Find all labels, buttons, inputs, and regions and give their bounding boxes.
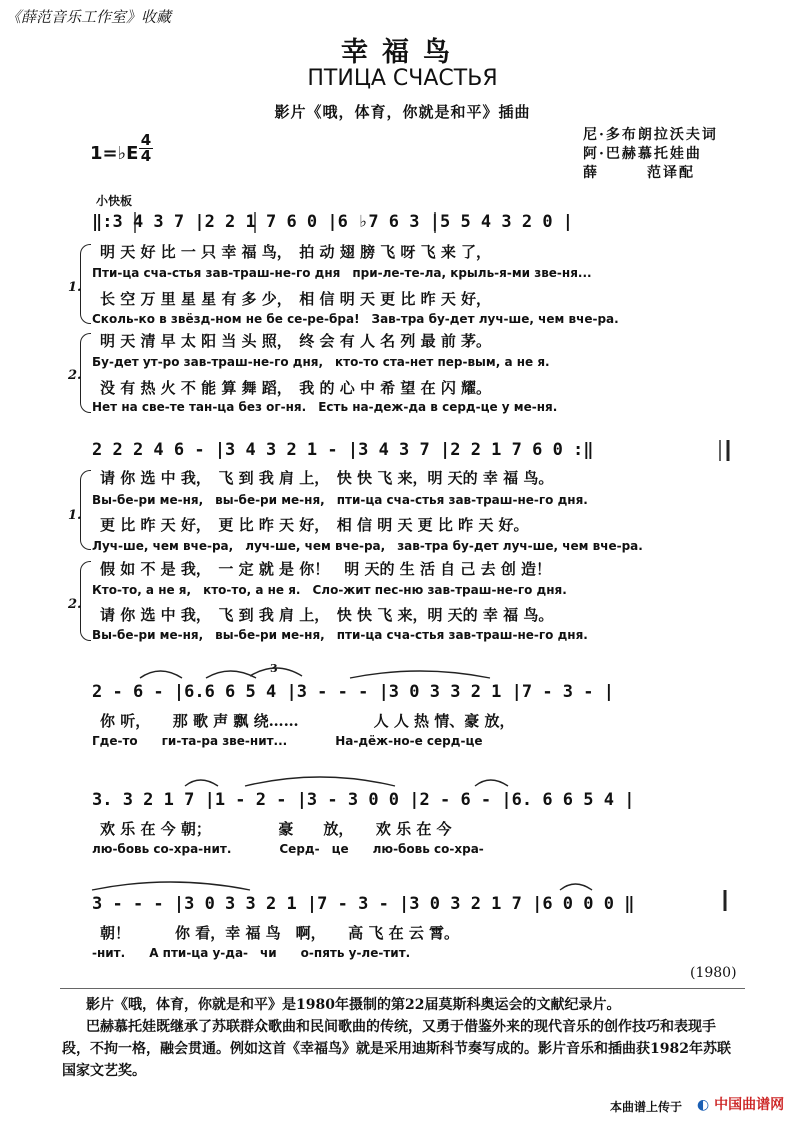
music-line-3: 2 - 6 - |6.6 6 5 4 |3 - - - |3 0 3 3 2 1 |7 - 3 - | (92, 682, 614, 702)
divider (60, 988, 745, 989)
lyric-cn: 明 天 清 早 太 阳 当 头 照， 终 会 有 人 名 列 最 前 茅。 (100, 332, 492, 350)
lyric-ru: -нит. А пти-ца у-да- чи о-пять у-ле-тит. (92, 946, 411, 960)
subtitle: 影片《哦，体育，你就是和平》插曲 (274, 103, 531, 121)
note-paragraph: 影片《哦，体育，你就是和平》是1980年摄制的第22届莫斯科奥运会的文献纪录片。 (86, 997, 621, 1013)
verse-number: 2. (68, 368, 82, 383)
music-line-2: 2 2 2 4 6 - |3 4 3 2 1 - |3 4 3 7 |2 2 1 7 6 0 :‖ (92, 440, 594, 460)
time-signature: 4 4 (140, 131, 152, 165)
lyric-cn: 没 有 热 火 不 能 算 舞 蹈， 我 的 心 中 希 望 在 闪 耀。 (100, 379, 492, 397)
key-signature: 1=♭E (90, 143, 139, 164)
lyric-ru: Вы-бе-ри ме-ня, вы-бе-ри ме-ня, пти-ца сча-стья зав-траш-не-го дня. (92, 628, 588, 642)
lyric-ru: Пти-ца сча-стья зав-траш-не-го дня при-ле-те-ла, крыль-я-ми зве-ня... (92, 266, 592, 280)
lyric-cn: 长 空 万 里 星 星 有 多 少， 相 信 明 天 更 比 昨 天 好， (100, 290, 492, 308)
lyric-cn: 假 如 不 是 我， 一 定 就 是 你！ 明 天的 生 活 自 己 去 创 造！ (100, 560, 552, 578)
lyric-ru: лю-бовь со-хра-нит. Серд- це лю-бовь со-хра- (92, 842, 484, 856)
verse-number: 1. (68, 508, 82, 523)
lyric-cn: 你 听， 那 歌 声 飘 绕…… 人 人 热 情、豪 放， (100, 712, 515, 730)
credit-composer: 阿·巴赫慕托娃曲 (583, 146, 702, 162)
lyric-ru: Бу-дет ут-ро зав-траш-не-го дня, кто-то ста-нет пер-вым, а не я. (92, 355, 550, 369)
music-line-1: ‖:3 4 3 7 |2 2 1 7 6 0 |6 ♭7 6 3 |5 5 4 3 2 0 | (92, 212, 574, 232)
lyric-ru: Где-то ги-та-ра зве-нит... На-дёж-но-е серд-це (92, 734, 483, 748)
lyric-ru: Кто-то, а не я, кто-то, а не я. Сло-жит пес-ню зав-траш-не-го дня. (92, 583, 567, 597)
credit-translator: 薛 范译配 (583, 165, 695, 181)
site-logo[interactable]: ◐ 中国曲谱网 (697, 1097, 785, 1113)
title-chinese: 幸福鸟 (341, 37, 464, 68)
lyric-cn: 请 你 选 中 我， 飞 到 我 肩 上， 快 快 飞 来，明 天的 幸 福 鸟。 (100, 606, 554, 624)
lyric-ru: Сколь-ко в звёзд-ном не бе се-ре-бра! Зав-тра бу-дет луч-ше, чем вче-ра. (92, 312, 619, 326)
lyric-cn: 更 比 昨 天 好， 更 比 昨 天 好， 相 信 明 天 更 比 昨 天 好。 (100, 516, 529, 534)
lyric-cn: 明 天 好 比 一 只 幸 福 鸟， 拍 动 翅 膀 飞 呀 飞 来 了， (100, 243, 492, 261)
lyric-cn: 朝！ 你 看，幸 福 鸟 啊， 高 飞 在 云 霄。 (100, 924, 460, 942)
lyric-ru: Вы-бе-ри ме-ня, вы-бе-ри ме-ня, пти-ца сча-стья зав-траш-не-го дня. (92, 493, 588, 507)
music-line-5: 3 - - - |3 0 3 3 2 1 |7 - 3 - |3 0 3 2 1 7 |6 0 0 0 ‖ (92, 894, 635, 914)
note-paragraph: 巴赫慕托娃既继承了苏联群众歌曲和民间歌曲的传统，又勇于借鉴外来的现代音乐的创作技巧和表现手段，不拘一格，融会贯通。例如这首《幸福鸟》就是采用迪斯科节奏写成的。影片音乐和插曲获1982年苏联国家文艺奖。 (62, 1019, 731, 1079)
tempo-marking: 小快板 (96, 194, 133, 208)
lyric-cn: 欢 乐 在 今 朝； 豪 放， 欢 乐 在 今 (100, 820, 452, 838)
upload-footer: 本曲谱上传于 (610, 1100, 683, 1114)
verse-number: 1. (68, 280, 82, 295)
lyric-ru: Нет на све-те тан-ца без ог-ня. Есть на-деж-да в серд-це у ме-ня. (92, 400, 558, 414)
verse-number: 2. (68, 597, 82, 612)
title-russian: ПТИЦА СЧАСТЬЯ (307, 66, 498, 91)
collection-note: 《薛范音乐工作室》收藏 (6, 8, 172, 26)
triplet-marker: 3 (270, 662, 278, 675)
credit-lyricist: 尼·多布朗拉沃夫词 (583, 127, 718, 143)
year: (1980) (690, 965, 737, 981)
music-line-4: 3. 3 2 1 7 |1 - 2 - |3 - 3 0 0 |2 - 6 - |6. 6 6 5 4 | (92, 790, 635, 810)
lyric-ru: Луч-ше, чем вче-ра, луч-ше, чем вче-ра, зав-тра бу-дет луч-ше, чем вче-ра. (92, 539, 643, 553)
lyric-cn: 请 你 选 中 我， 飞 到 我 肩 上， 快 快 飞 来，明 天的 幸 福 鸟。 (100, 469, 554, 487)
logo-icon: ◐ (697, 1097, 710, 1113)
